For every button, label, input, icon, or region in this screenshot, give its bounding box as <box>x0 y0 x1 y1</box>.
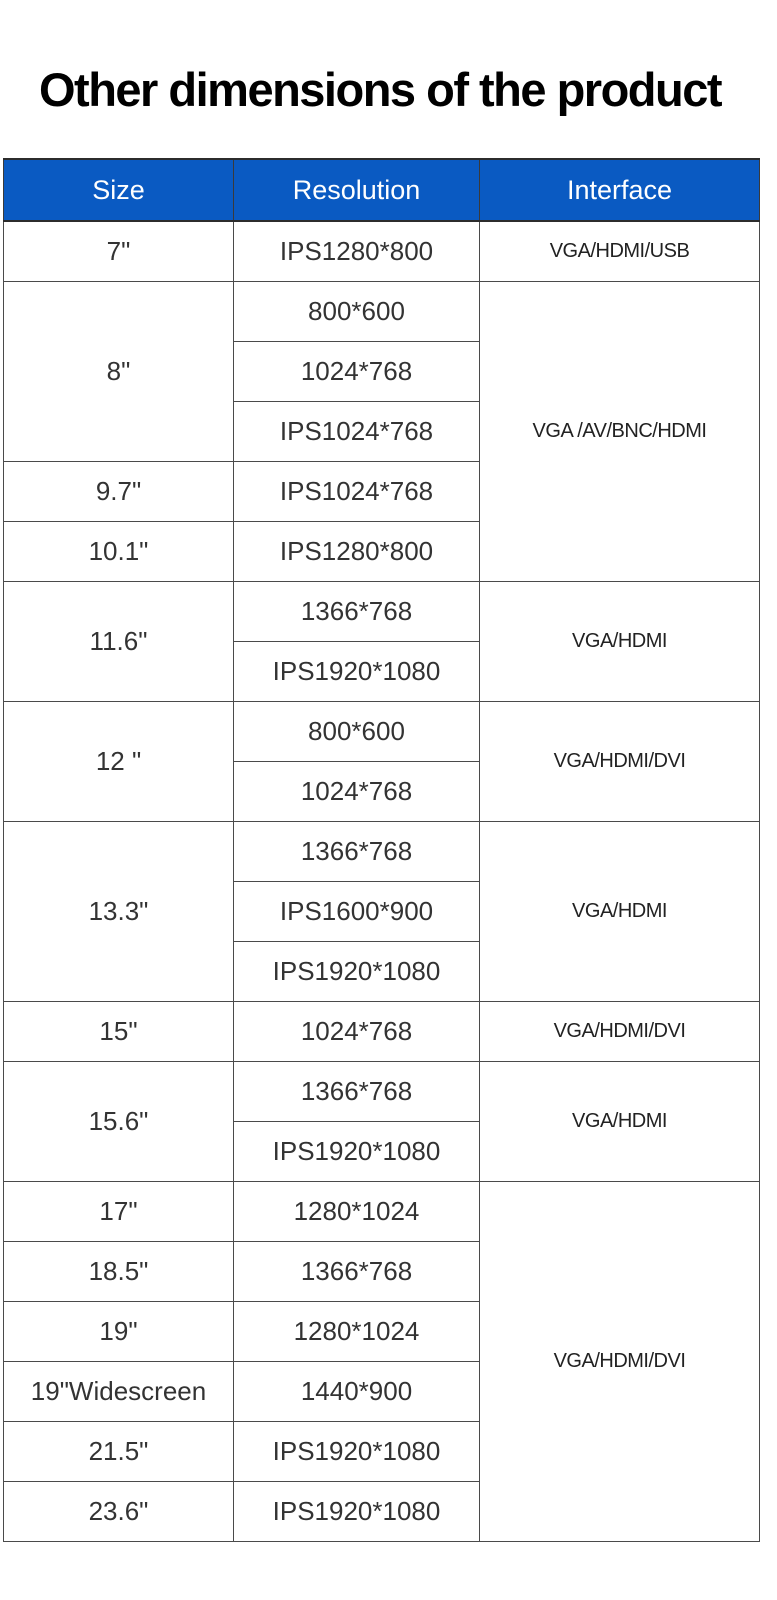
resolution-cell: 1280*1024 <box>234 1302 480 1362</box>
table-row <box>4 582 760 642</box>
header-size: Size <box>4 159 234 221</box>
resolution-cell: IPS1280*800 <box>234 221 480 282</box>
size-cell: 15" <box>4 1002 234 1062</box>
resolution-cell: 1366*768 <box>234 582 480 642</box>
size-cell: 8" <box>4 282 234 462</box>
table-row <box>4 1062 760 1122</box>
resolution-cell: 1366*768 <box>234 1242 480 1302</box>
size-cell: 15.6" <box>4 1062 234 1182</box>
resolution-cell: IPS1920*1080 <box>234 1482 480 1542</box>
dimensions-table <box>3 158 760 1542</box>
size-cell: 11.6" <box>4 582 234 702</box>
resolution-cell: 1366*768 <box>234 1062 480 1122</box>
table-header-row <box>4 159 760 221</box>
size-cell: 17" <box>4 1182 234 1242</box>
interface-cell: VGA/HDMI/USB <box>480 221 760 282</box>
table-row <box>4 822 760 882</box>
interface-cell: VGA /AV/BNC/HDMI <box>480 282 760 582</box>
resolution-cell: IPS1920*1080 <box>234 642 480 702</box>
resolution-cell: 1280*1024 <box>234 1182 480 1242</box>
interface-cell: VGA/HDMI/DVI <box>480 1002 760 1062</box>
size-cell: 19"Widescreen <box>4 1362 234 1422</box>
size-cell: 9.7" <box>4 462 234 522</box>
resolution-cell: 800*600 <box>234 282 480 342</box>
resolution-cell: 1024*768 <box>234 762 480 822</box>
resolution-cell: IPS1024*768 <box>234 462 480 522</box>
resolution-cell: IPS1280*800 <box>234 522 480 582</box>
size-cell: 18.5" <box>4 1242 234 1302</box>
table-row <box>4 282 760 342</box>
size-cell: 23.6" <box>4 1482 234 1542</box>
table-row <box>4 221 760 282</box>
resolution-cell: IPS1920*1080 <box>234 942 480 1002</box>
size-cell: 7" <box>4 221 234 282</box>
resolution-cell: IPS1600*900 <box>234 882 480 942</box>
interface-cell: VGA/HDMI <box>480 582 760 702</box>
resolution-cell: 1366*768 <box>234 822 480 882</box>
size-cell: 12 " <box>4 702 234 822</box>
resolution-cell: IPS1920*1080 <box>234 1122 480 1182</box>
interface-cell: VGA/HDMI/DVI <box>480 702 760 822</box>
resolution-cell: 1024*768 <box>234 342 480 402</box>
size-cell: 21.5" <box>4 1422 234 1482</box>
interface-cell: VGA/HDMI <box>480 822 760 1002</box>
resolution-cell: 800*600 <box>234 702 480 762</box>
resolution-cell: IPS1024*768 <box>234 402 480 462</box>
header-interface: Interface <box>480 159 760 221</box>
interface-cell: VGA/HDMI <box>480 1062 760 1182</box>
page-title: Other dimensions of the product <box>38 63 722 116</box>
table-row <box>4 1002 760 1062</box>
header-resolution: Resolution <box>234 159 480 221</box>
resolution-cell: 1440*900 <box>234 1362 480 1422</box>
table-row <box>4 1182 760 1242</box>
size-cell: 13.3" <box>4 822 234 1002</box>
resolution-cell: IPS1920*1080 <box>234 1422 480 1482</box>
size-cell: 10.1" <box>4 522 234 582</box>
interface-cell: VGA/HDMI/DVI <box>480 1182 760 1542</box>
resolution-cell: 1024*768 <box>234 1002 480 1062</box>
table-row <box>4 702 760 762</box>
size-cell: 19" <box>4 1302 234 1362</box>
